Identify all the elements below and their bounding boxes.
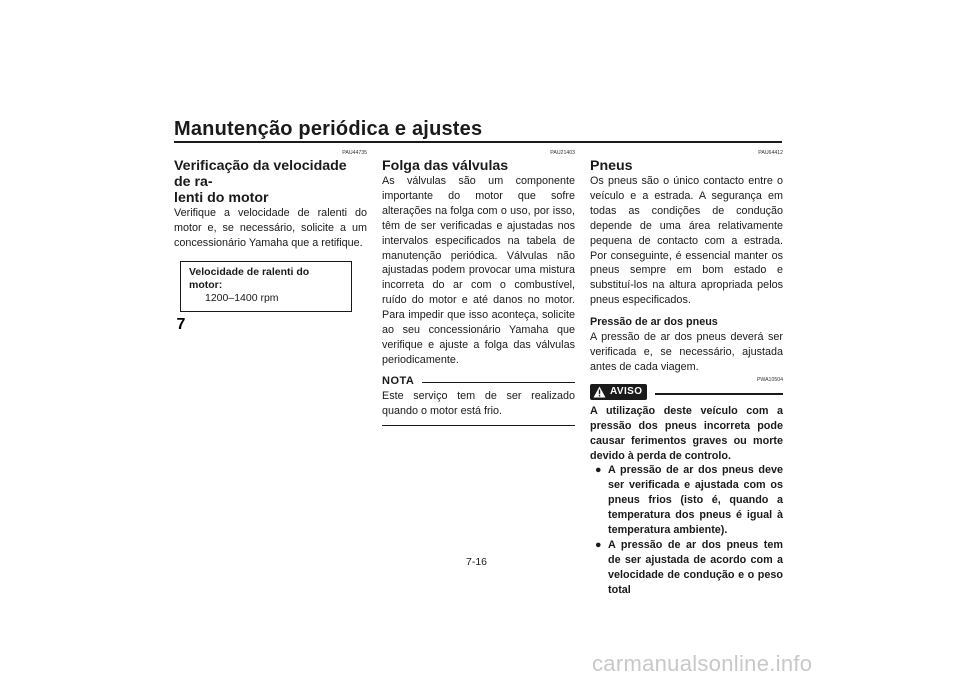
warning-list-item-text: A pressão de ar dos pneus deve ser verificada e ajustada com os pneus frios (isto é, quando a temperatura dos pneus é igual à temperatura ambiente). bbox=[608, 464, 783, 537]
column-idle-speed bbox=[174, 150, 367, 312]
section-title-tires: Pneus bbox=[590, 158, 633, 174]
warning-code: PWA10504 bbox=[756, 376, 783, 383]
section-code: PAU44735 bbox=[342, 150, 367, 156]
page-title: Manutenção periódica e ajustes bbox=[174, 118, 483, 140]
nota-header bbox=[382, 375, 575, 389]
subsection-title-tire-pressure: Pressão de ar dos pneus bbox=[590, 316, 718, 329]
section-code: PAU21403 bbox=[550, 150, 575, 156]
nota-rule bbox=[422, 382, 575, 383]
title-rule bbox=[174, 141, 782, 143]
spec-box bbox=[180, 261, 352, 312]
subsection-body-tire-pressure: A pressão de ar dos pneus deverá ser verificada e, se necessário, ajustada antes de cada viagem. bbox=[590, 331, 783, 373]
warning-label: AVISO bbox=[610, 385, 643, 397]
warning-list-item bbox=[590, 538, 783, 598]
warning-list bbox=[590, 463, 783, 597]
page-number: 7-16 bbox=[466, 556, 488, 568]
section-title-idle-speed: Verificação da velocidade de ra- lenti do motor bbox=[174, 158, 347, 206]
spec-label: Velocidade de ralenti do motor: bbox=[189, 265, 310, 291]
watermark: carmanualsonline.info bbox=[592, 651, 813, 676]
section-code: PAU64412 bbox=[758, 150, 783, 156]
section-title-valve-clearance: Folga das válvulas bbox=[382, 158, 509, 174]
spec-value: 1200–1400 rpm bbox=[205, 291, 279, 304]
column-tires bbox=[590, 150, 783, 598]
column-valve-clearance bbox=[382, 150, 575, 426]
warning-rule bbox=[655, 393, 783, 395]
warning-header bbox=[590, 384, 783, 401]
warning-list-item-text: A pressão de ar dos pneus tem de ser ajustada de acordo com a velocidade de condução e o peso total bbox=[608, 538, 783, 596]
warning-list-item bbox=[590, 463, 783, 538]
bullet-icon: ● bbox=[595, 538, 602, 551]
bullet-icon: ● bbox=[595, 464, 602, 477]
chapter-tab: 7 bbox=[170, 316, 192, 346]
section-body-idle-speed: Verifique a velocidade de ralenti do motor e, se necessário, solicite a um concessionário Yamaha que a retifique. bbox=[174, 207, 367, 249]
section-body-tires: Os pneus são o único contacto entre o veículo e a estrada. A segurança em todas as condições de condução depende de uma área relativamente pequena de contacto com a estrada. Por conseguinte, é essencial manter os pneus sempre em bom estado e substituí-los na altura apropriada pelos pneus especificados. bbox=[590, 175, 783, 307]
nota-end-rule bbox=[382, 425, 575, 426]
warning-badge bbox=[590, 384, 647, 400]
section-body-valve-clearance: As válvulas são um componente importante do motor que sofre alterações na folga com o uso, por isso, têm de ser verificadas e ajustadas nos intervalos especificados na tabela de manutenção periódica. Válvulas não ajustadas podem provocar uma mistura incorreta do ar com o combustível, ruído do motor e até danos no motor. Para impedir que isso aconteça, solicite ao seu concessionário Yamaha que verifique e ajuste a folga das válvulas periodicamente. bbox=[382, 175, 575, 366]
warning-text: A utilização deste veículo com a pressão dos pneus incorreta pode causar ferimentos graves ou morte devido à perda de controlo. bbox=[590, 404, 783, 462]
warning-triangle-icon bbox=[593, 386, 606, 398]
nota-text: Este serviço tem de ser realizado quando o motor está frio. bbox=[382, 389, 575, 417]
nota-label: NOTA bbox=[382, 375, 415, 388]
